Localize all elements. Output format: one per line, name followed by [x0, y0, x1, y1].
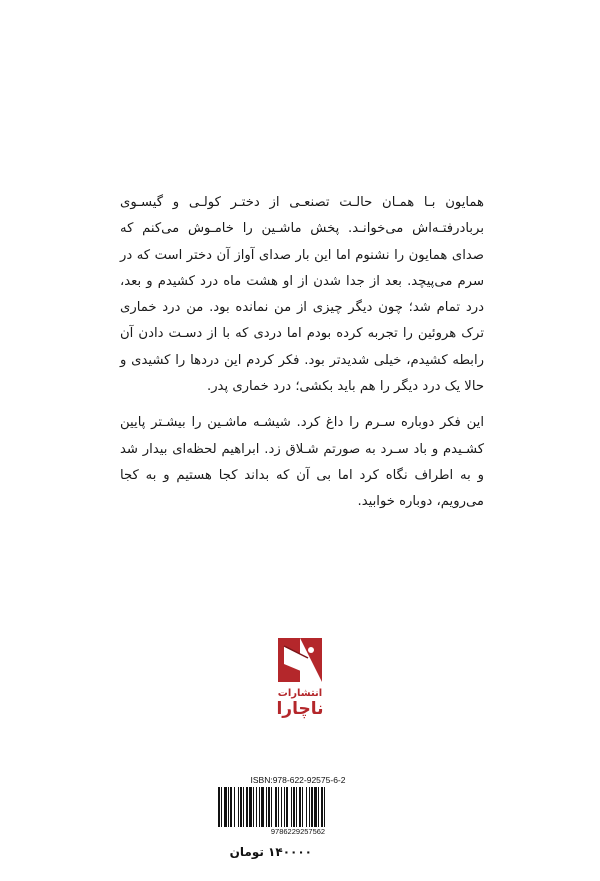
- publisher-book-icon: [278, 638, 322, 682]
- blurb-text: [120, 190, 484, 526]
- publisher-label-small: انتشارات: [277, 688, 323, 699]
- isbn-text: ISBN:978-622-92575-6-2: [250, 775, 346, 785]
- barcode-number: 9786229257562: [270, 827, 326, 836]
- price: ۱۴۰۰۰۰ تومان: [229, 845, 312, 859]
- publisher-logo: [260, 638, 340, 748]
- blurb-paragraph-1: همایون بـا همـان حالـت تصنعـی از دختـر کولـی و گیسـوی بربادرفتـه‌اش می‌خوانـد. پخش ماشـین را خامـوش می‌کنم که صدای همایون را نشنوم اما این بار صدای آواز آن دختر است که در سرم می‌پیچد. بعد از جدا شدن از او هشت ماه درد کشیدم و بعد، درد تمام شد؛ چون دیگر چیزی از من نمانده بود. من درد خماری ترک هروئین را تجربه کرده بودم اما دردی که با از دسـت دادن آن رابطه کشیدم، خیلی شدیدتر بود. فکر کردم این دردها را کشیدی و حالا یک درد دیگر را هم باید بکشی؛ درد خماری پدر.: [120, 195, 484, 395]
- blurb-paragraph-2: این فکر دوباره سـرم را داغ کرد. شیشـه ماشـین را بیشـتر پایین کشـیدم و باد سـرد به صورتم شـلاق زد. ابراهیم لحظه‌ای بیدار شد و به اطراف نگاه کرد اما بی آن که بداند کجا هستیم و به کجا می‌رویم، دوباره خوابید.: [120, 415, 484, 510]
- barcode-bars: [218, 787, 378, 827]
- barcode: [212, 775, 384, 841]
- publisher-name: ناچارا: [276, 699, 324, 719]
